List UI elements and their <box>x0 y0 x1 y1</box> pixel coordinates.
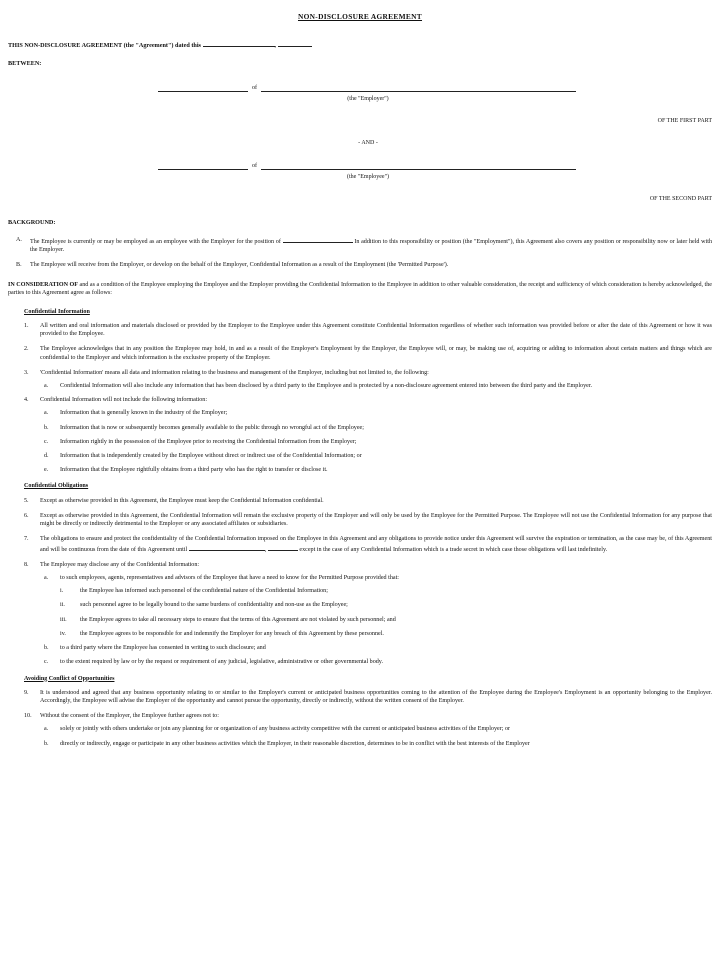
section-heading-avoiding-conflict: Avoiding Conflict of Opportunities <box>24 675 115 682</box>
clause-10-sub-b <box>8 740 712 748</box>
clause-8-sub-a-iii-text: the Employee agrees to take all necessary steps to ensure that the terms of this Agreement are not violated by such personnel; and <box>80 616 396 623</box>
employer-caption: (the "Employer") <box>347 95 389 102</box>
clause-9-marker: 9. <box>24 689 29 696</box>
clause-2-text: The Employee acknowledges that in any position the Employee may hold, in and as a result of the Employer's Employment by the Employer, the Employee will, or may, be making use of, acquiring or adding to information about certain matters and things which are confidential to the Employer and which information is the exclusive property of the Employer. <box>40 346 712 361</box>
page-title: NON-DISCLOSURE AGREEMENT <box>297 12 423 21</box>
clause-4-sub-a <box>8 409 712 417</box>
clause-10-sub-b-marker: b. <box>44 740 49 747</box>
clause-4-text: Confidential Information will not include the following information: <box>40 397 208 404</box>
clause-4-sub-b-marker: b. <box>44 424 49 431</box>
clause-8-sub-c <box>8 658 712 666</box>
clause-1-marker: 1. <box>24 322 29 329</box>
section-heading-confidential-obligations: Confidential Obligations <box>24 483 89 490</box>
clause-4-sub-c <box>8 438 712 446</box>
background-item-b <box>8 261 712 269</box>
background-item-a-marker: A. <box>16 236 22 243</box>
employee-name-field[interactable] <box>158 161 248 170</box>
background-item-b-text: The Employee will receive from the Employer, or develop on the behalf of the Employer, Confidential Information as a result of the Employment (the 'Permitted Purpose'). <box>30 261 449 268</box>
intro-comma: , <box>274 41 277 49</box>
first-part-note: OF THE FIRST PART <box>657 117 712 124</box>
employer-party-row <box>8 83 712 92</box>
clause-8-sub-b-text: to a third party where the Employee has consented in writing to such disclosure; and <box>60 645 266 652</box>
employee-of-label: of <box>252 162 258 169</box>
employer-name-field[interactable] <box>158 83 248 92</box>
clause-1-text: All written and oral information and materials disclosed or provided by the Employer to the Employee under this Agreement constitute Confidential Information regardless of whether such information was provided before or after the date of this Agreement or how it was provided to the Employee. <box>40 322 712 338</box>
clause-8-sub-a-iv <box>8 630 712 638</box>
clause-8-sub-a-iv-text: the Employee agrees to be responsible for and indemnify the Employer for any breach of this Agreement by these personnel. <box>80 630 384 637</box>
clause-8-sub-c-marker: c. <box>44 659 49 666</box>
clause-3-sub-a-text: Confidential Information will also include any information that has been disclosed by a third party to the Employee and is protected by a non-disclosure agreement entered into between the third party and the Employer. <box>60 382 593 389</box>
agreement-date-line <box>8 40 712 50</box>
agreement-intro-text: THIS NON-DISCLOSURE AGREEMENT (the "Agreement") dated this <box>8 41 201 49</box>
clause-5-marker: 5. <box>24 497 29 504</box>
clause-4-sub-d-text: Information that is independently created by the Employee without direct or indirect use of the Confidential Information; or <box>60 453 362 460</box>
second-part-note: OF THE SECOND PART <box>649 196 712 203</box>
clause-4-sub-e-marker: e. <box>44 467 49 474</box>
clause-8-sub-a-iv-marker: iv. <box>60 630 66 637</box>
clause-8-sub-b-marker: b. <box>44 645 49 652</box>
clause-4-sub-e-text: Information that the Employee rightfully obtains from a third party who has the right to transfer or disclose it. <box>60 467 328 474</box>
clause-6 <box>8 512 712 528</box>
clause-7-text-after: except in the case of any Confidential Information which is a trade secret in which case those obligations will last indefinitely. <box>299 546 608 553</box>
clause-7-text-before: The obligations to ensure and protect the confidentiality of the Confidential Information imposed on the Employee in this Agreement and any obligations to provide notice under this Agreement will survive the expiration or termination, as the case may be, of this Agreement and will be continuous from the date of this Agreement until <box>40 536 712 553</box>
clause-6-text: Except as otherwise provided in this Agreement, the Confidential Information will remain the exclusive property of the Employer and will only be used by the Employee for the Permitted Purpose. The Employee will not use the Confidential Information for any purpose that might be directly or indirectly detrimental to the Employer or any associated affiliates or subsidiaries. <box>40 512 712 528</box>
survival-date-blank-field[interactable] <box>189 544 265 551</box>
clause-1 <box>8 322 712 338</box>
clause-4 <box>8 396 712 404</box>
clause-8-sub-a <box>8 574 712 582</box>
and-separator: - AND - <box>358 139 378 146</box>
background-item-a <box>8 236 712 254</box>
survival-year-blank-field[interactable] <box>268 544 298 551</box>
consideration-lead: IN CONSIDERATION OF <box>8 282 78 289</box>
clause-5-text: Except as otherwise provided in this Agreement, the Employee must keep the Confidential Information confidential. <box>40 497 324 504</box>
clause-4-sub-c-marker: c. <box>44 438 49 445</box>
clause-8-sub-a-text: to such employees, agents, representatives and advisors of the Employee that have a need to know for the Permitted Purpose provided that: <box>60 575 399 581</box>
clause-2-marker: 2. <box>24 346 29 353</box>
clause-8-text: The Employee may disclose any of the Confidential Information: <box>40 561 200 568</box>
clause-4-sub-d <box>8 452 712 460</box>
clause-3 <box>8 369 712 377</box>
clause-8-sub-a-iii <box>8 616 712 624</box>
employer-address-field[interactable] <box>261 83 576 92</box>
clause-4-sub-b-text: Information that is now or subsequently becomes generally available to the public through no wrongful act of the Employee; <box>60 424 364 431</box>
employee-caption: (the "Employee") <box>346 173 390 180</box>
clause-8-marker: 8. <box>24 561 29 568</box>
clause-3-sub-a <box>8 382 712 390</box>
between-label: BETWEEN: <box>8 60 42 68</box>
clause-8-sub-c-text: to the extent required by law or by the request or requirement of any judicial, legislative, administrative or other governmental body. <box>60 659 383 666</box>
consideration-rest: and as a condition of the Employee employing the Employee and the Employer providing the Confidential Information to the Employee in addition to other valuable consideration, the receipt and sufficiency of which consideration is hereby acknowledged, the parties to this Agreement agree as follows: <box>8 282 712 297</box>
clause-3-marker: 3. <box>24 369 29 376</box>
clause-9 <box>8 689 712 705</box>
clause-4-marker: 4. <box>24 397 29 404</box>
clause-6-marker: 6. <box>24 512 29 519</box>
clause-10-sub-a <box>8 725 712 733</box>
clause-2 <box>8 345 712 361</box>
clause-10-marker: 10. <box>24 713 32 720</box>
position-blank-field[interactable] <box>283 236 353 243</box>
employee-address-field[interactable] <box>261 161 576 170</box>
section-heading-confidential-information: Confidential Information <box>24 308 90 315</box>
year-blank-field[interactable] <box>278 40 312 47</box>
clause-3-sub-a-marker: a. <box>44 382 49 389</box>
clause-8-sub-a-i-text: the Employee has informed such personnel of the confidential nature of the Confidential Information; <box>80 588 328 595</box>
clause-7-text-mid: , <box>264 546 267 553</box>
clause-10 <box>8 712 712 720</box>
clause-4-sub-a-marker: a. <box>44 410 49 417</box>
background-item-b-marker: B. <box>16 261 22 268</box>
clause-4-sub-a-text: Information that is generally known in the industry of the Employer; <box>60 410 228 417</box>
clause-10-sub-a-text: solely or jointly with others undertake or join any planning for or organization of any business activity competitive with the current or anticipated business activities of the Employer; or <box>60 726 511 733</box>
employee-party-row <box>8 161 712 170</box>
background-item-a-text-before: The Employee is currently or may be employed as an employee with the Employer for the position of <box>30 238 281 245</box>
date-blank-field[interactable] <box>203 40 275 47</box>
clause-10-text: Without the consent of the Employer, the Employee further agrees not to: <box>40 713 219 720</box>
clause-7-marker: 7. <box>24 536 29 543</box>
background-heading: BACKGROUND: <box>8 219 56 227</box>
clause-4-sub-b <box>8 424 712 432</box>
clause-8 <box>8 561 712 569</box>
clause-8-sub-a-ii <box>8 601 712 609</box>
clause-4-sub-e <box>8 466 712 474</box>
clause-8-sub-a-marker: a. <box>44 575 49 581</box>
clause-9-text: It is understood and agreed that any business opportunity relating to or similar to the Employer's current or anticipated business opportunities coming to the attention of the Employee during the Employee's Employment is an opportunity belonging to the Employer. Accordingly, the Employee will advise the Employer of the opportunity and cannot pursue the opportunity, directly or indirectly, without the written consent of the Employer. <box>40 689 712 704</box>
clause-8-sub-a-i-marker: i. <box>60 588 64 595</box>
clause-3-text: 'Confidential Information' means all data and information relating to the business and management of the Employer, including but not limited to, the following: <box>40 369 429 376</box>
clause-8-sub-a-ii-text: such personnel agree to be legally bound to the same burdens of confidentiality and non-use as the Employee; <box>80 602 348 609</box>
clause-4-sub-d-marker: d. <box>44 453 49 460</box>
clause-7 <box>8 535 712 553</box>
clause-5 <box>8 497 712 505</box>
clause-8-sub-a-ii-marker: ii. <box>60 602 65 609</box>
consideration-paragraph <box>8 281 712 297</box>
clause-10-sub-a-marker: a. <box>44 726 49 733</box>
clause-8-sub-a-i <box>8 587 712 595</box>
clause-8-sub-a-iii-marker: iii. <box>60 616 67 623</box>
employer-of-label: of <box>252 84 258 91</box>
background-item-a-text-after: In addition to this responsibility or position (the "Employment"), this Agreement also covers any position or responsibility now or later held with the Employer. <box>30 238 712 253</box>
clause-8-sub-b <box>8 644 712 652</box>
clause-10-sub-b-text: directly or indirectly, engage or participate in any other business activities which the Employer, in their reasonable discretion, determines to be in conflict with the best interests of the Employer <box>60 740 530 747</box>
clause-4-sub-c-text: Information rightly in the possession of the Employee prior to receiving the Confidential Information from the Employer; <box>60 438 357 445</box>
